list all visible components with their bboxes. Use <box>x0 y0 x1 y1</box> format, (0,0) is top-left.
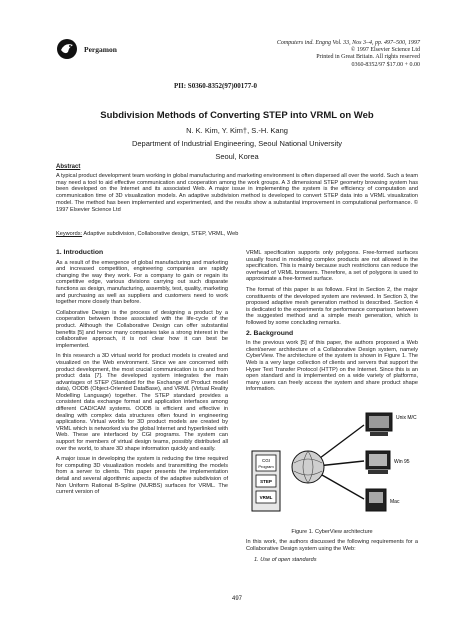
keywords-label: Keywords: <box>56 231 83 237</box>
pergamon-logo-icon <box>56 38 78 60</box>
section-heading-background: 2. Background <box>246 329 294 337</box>
journal-info <box>210 40 420 69</box>
list-item: 1. Use of open standards <box>254 556 317 563</box>
authors: N. K. Kim, Y. Kim†, S.-H. Kang <box>186 126 288 135</box>
abstract-text: A typical product development team working in global manufacturing and marketing environment is often dispersed all over the world. Such a team may need a tool to aid effective communication and cooperation among the work groups. A 3 dimensional STEP geometry browsing system has been developed on the Internet and its associated Web. A major issue in implementing the system is the efficiency of computation and communication time of 3D visualization models. An adaptive subdivision method is developed to convert STEP data into a VRML visualization model. The method has been implemented and experimented, and the results show a substantial improvement in computational performance. © 1997 Elsevier Science Ltd <box>56 173 418 213</box>
cgi-label: CGI <box>261 457 271 463</box>
paragraph: In this work, the authors discussed the following requirements for a Collaborative Design system using the Web: <box>246 539 418 553</box>
journal-line: © 1997 Elsevier Science Ltd <box>350 47 420 54</box>
architecture-diagram <box>246 397 418 527</box>
paragraph: A major issue in developing the system is reducing the time required for computing 3D visualization models and transmitting the models from a server to clients. This paper presents the implementation detail and several algorithmic aspects of the adaptive subdivision of Non Uniform Rational B-Spline (NURBS) surfaces for VRML. The current version of <box>56 456 228 496</box>
left-column <box>56 250 228 500</box>
publisher-name: Pergamon <box>84 44 117 54</box>
unix-label: Unix M/C <box>396 414 417 421</box>
journal-line: Computers ind. Engng Vol. 33, Nos 3–4, pp. 497–500, 1997 <box>276 40 420 46</box>
affiliation: Department of Industrial Engineering, Seoul National University <box>131 139 343 148</box>
program-label: Program <box>258 463 274 469</box>
paragraph: In this research a 3D virtual world for product models is created and visualized on the Web environment. Since we are concerned with product development, the most crucial communication is to and from product data [7]. The developed system integrates the main advantages of STEP (Standard for the Exchange of Product model data), OODB (Object-Oriented DataBase), and VRML (Virtual Reality Modelling Language) together. The STEP standard provides a consistent data exchange format and application interfaces among different CAD/CAM systems. OODB is efficient and effective in dealing with complex data structures often found in engineering applications. Virtual worlds for 3D product models are created by VRML which is networked via the global Internet and hyperlinked with Web. These are interfaced by CGI programs. The system can support for members of virtual design teams, possibly distributed all over the world, to share 3D shape information quickly and easily. <box>56 353 228 452</box>
paper-title: Subdivision Methods of Converting STEP into VRML on Web <box>100 110 374 121</box>
publisher-block <box>56 38 117 60</box>
page-number: 497 <box>231 596 242 602</box>
abstract-heading: Abstract <box>56 164 81 170</box>
pii-code: PII: S0360-8352(97)00177-0 <box>174 82 258 90</box>
paragraph: As a result of the emergence of global manufacturing and marketing and increased competition, engineering companies are rapidly changing the way they work. For a company to gain or regain its competitive edge, various divisions carrying out such disparate functions as design, manufacturing, assembly, test, quality, marketing and purchasing as well as suppliers and customers need to work together more closely than before. <box>56 259 228 306</box>
internet-globe-icon <box>292 451 324 483</box>
step-label: STEP <box>260 478 272 484</box>
keywords <box>56 231 418 237</box>
paragraph: In the previous work [5] of this paper, the authors proposed a Web client/server architecture of a Collaborative Design system, namely CyberView. The architecture of the system is shown in Figure 1. The Web is a very large collection of clients and servers that support the Hyper Text Transfer Protocol (HTTP) on the Internet. Since this is an open standard and is implemented on a wide variety of platforms, many users can freely access the system and share product shape information. <box>246 340 418 393</box>
paragraph: The format of this paper is as follows. First in Section 2, the major constituents of the developed system are reviewed. In Section 3, the proposed adaptive mesh generation method is described. Section 4 is dedicated to the experiments for performance comparison between the suggested method and a simple mesh generation, which is followed by some concluding remarks. <box>246 286 418 326</box>
paragraph: VRML specification supports only polygons. Free-formed surfaces usually found in modeling complex products are not allowed in the specification. This is mainly because such restrictions can reduce the overhead of VRML browsers. Therefore, a set of polygons is used to approximate a free-formed surface. <box>246 250 418 283</box>
affiliation-city: Seoul, Korea <box>215 152 259 161</box>
win95-label: Win 95 <box>394 458 410 465</box>
keywords-list: Adaptive subdivision, Collaborative design, STEP, VRML, Web <box>83 231 239 237</box>
paragraph: Collaborative Design is the process of designing a product by a cooperation between those associated with the life-cycle of the product. Although the Collaborative Design can offer substantial benefits [5] and hence many companies take a strong interest in the collaborative approach, it is not clear how it can best be implemented. <box>56 309 228 349</box>
figure-caption: Figure 1. CyberView architecture <box>291 528 373 535</box>
requirements-list <box>246 557 418 564</box>
journal-line: 0360-8352/97 $17.00 + 0.00 <box>351 61 420 68</box>
section-heading-introduction: 1. Introduction <box>56 249 104 256</box>
figure-cyberview-architecture <box>246 397 418 527</box>
mac-label: Mac <box>390 498 400 505</box>
journal-line: Printed in Great Britain. All rights reserved <box>316 54 420 61</box>
right-column <box>246 250 418 563</box>
vrml-label: VRML <box>259 494 273 500</box>
